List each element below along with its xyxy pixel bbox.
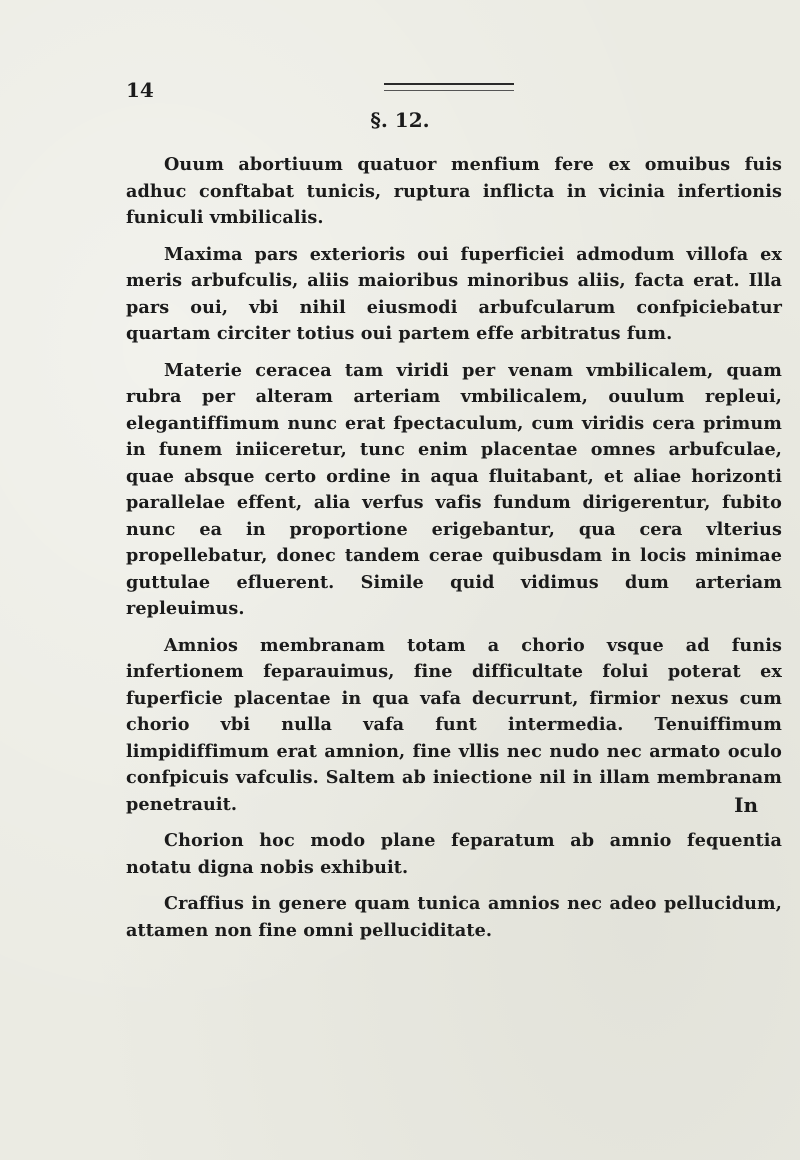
paragraph: Amnios membranam totam a chorio vsque ad funis infertionem feparauimus, fine difficultate folui poterat ex fuperficie placentae in qua vafa decurrunt, firmior nexus cum chorio vbi nulla vafa funt intermedia. Tenuiffimum limpidiffimum erat amnion, fine vllis nec nudo nec armato oculo confpicuis vafculis. Saltem ab iniectione nil in illam membranam penetrauit. (126, 634, 782, 815)
paragraph: Chorion hoc modo plane feparatum ab amnio fequentia notatu digna nobis exhibuit. (126, 830, 782, 878)
catchword: In (734, 793, 758, 817)
paragraph: Craffius in genere quam tunica amnios nec adeo pellucidum, attamen non fine omni pelluciditate. (126, 893, 782, 941)
page-number: 14 (126, 78, 154, 102)
body-text (126, 152, 782, 954)
paragraph: Maxima pars exterioris oui fuperficiei admodum villofa ex meris arbufculis, aliis maioribus minoribus aliis, facta erat. Illa pars oui, vbi nihil eiusmodi arbufcularum confpiciebatur quartam circiter totius oui partem effe arbitratus fum. (126, 243, 782, 344)
paragraph: Materie ceracea tam viridi per venam vmbilicalem, quam rubra per alteram arteriam vmbilicalem, ouulum repleui, elegantiffimum nunc erat fpectaculum, cum viridis cera primum in funem iniiceretur, tunc enim placentae omnes arbufculae, quae absque certo ordine in aqua fluitabant, et aliae horizonti parallelae effent, alia verfus vafis fundum dirigerentur, fubito nunc ea in proportione erigebantur, qua cera vlterius propellebatur, donec tandem cerae quibusdam in locis minimae guttulae efluerent. Simile quid vidimus dum arteriam repleuimus. (126, 359, 782, 619)
paragraph: Ouum abortiuum quatuor menfium fere ex omuibus fuis adhuc conftabat tunicis, ruptura inflicta in vicinia infertionis funiculi vmbilicalis. (126, 154, 782, 228)
header-rule (384, 83, 514, 91)
section-heading: §. 12. (370, 108, 430, 132)
